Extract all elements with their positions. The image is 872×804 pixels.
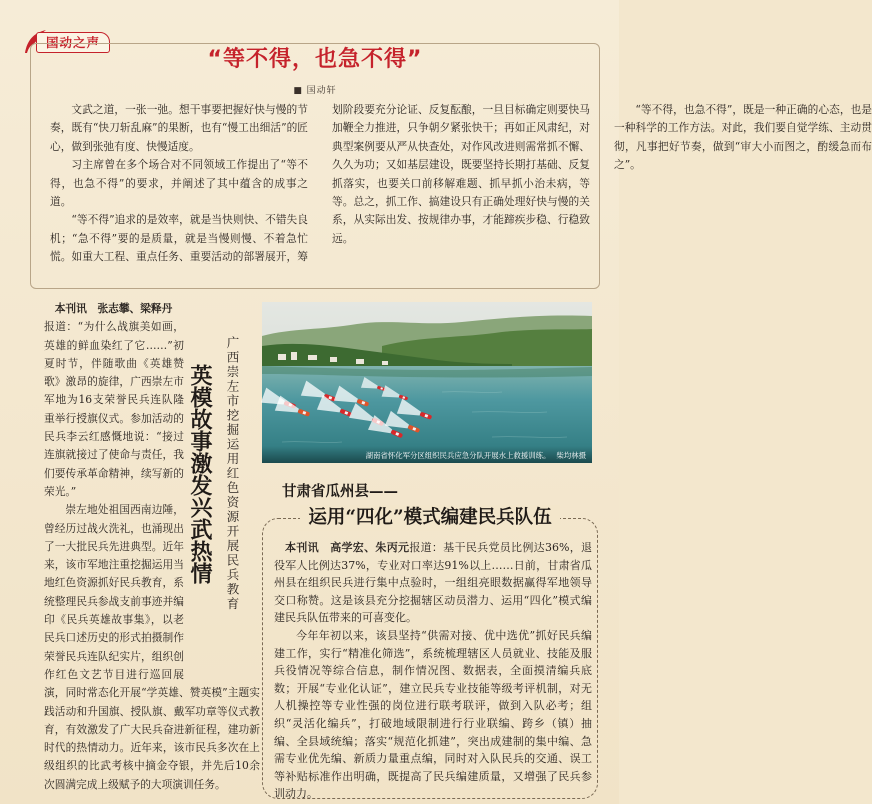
story-byline: 本刊讯 张志攀、梁释丹 (54, 302, 173, 315)
column-label: 国动之声 (36, 32, 110, 53)
guangxi-subheadline: 广西崇左市挖掘运用红色资源开展民兵教育 (225, 336, 240, 612)
photo-credit: 柴均林摄 (556, 451, 586, 460)
story-paragraph: 今年年初以来，该县坚持“供需对接、优中选优”抓好民兵编建工作，实行“精准化筛选”，系统梳理辖区人员就业、技能及服兵役情况等综合信息，制作情况图、数据表，全面摸清编兵底数；开展“专业化认证”，建立民兵专业技能等级考评机制，对无人机操控等专业性强的岗位进行联考联评，做到入队必考；组织“灵活化编兵”，打破地域限制进行行业联编、跨乡（镇）抽编、全县域统编；落实“规范化抓建”，突出成建制的集中编、急需专业优先编、新质力量重点编，同时对入队民兵的交通、误工等补贴标准作出明确，既提高了民兵编建质量，又增强了民兵参训动力。 (274, 628, 592, 801)
editorial-title: “等不得，也急不得” (207, 47, 423, 72)
photo-caption (262, 446, 592, 463)
gansu-kicker: 甘肃省瓜州县—— (282, 484, 398, 500)
story-byline: 本刊讯 高学宏、朱丙元 (285, 541, 410, 554)
news-photo (262, 302, 592, 463)
gansu-title: 运用“四化”模式编建民兵队伍 (300, 505, 559, 531)
gansu-story-body (274, 539, 593, 801)
guangxi-headline: 英模故事激发兴武热情 (187, 364, 212, 584)
story-paragraph (274, 539, 592, 627)
story-lead-text: 报道：基干民兵党员比例达36%，退役军人比例达37%，专业对口率达91%以上……日前，甘肃省瓜州县在组织民兵进行集中点验时，一组组亮眼数据赢得军地领导交口称赞。这是该县充分挖掘辖区动员潜力、运用“四化”模式编建民兵队伍带来的可喜变化。 (274, 541, 593, 625)
photo-caption-text: 湖南省怀化军分区组织民兵应急分队开展水上救援训练。 (365, 451, 551, 460)
story-paragraph: 崇左地处祖国西南边陲，曾经历过战火洗礼，也涌现出了一大批民兵先进典型。近年来，该市军地注重挖掘运用当地红色资源抓好民兵教育，系统整理民兵参战支前事迹并编印《民兵英雄故事集》，以老民兵口述历史的形式拍摄制作荣誉民兵连队纪实片，组织创作红色文艺节目进行巡回展演，同时常态化开展“学英雄、赞英模”主题实践活动和升国旗、授队旗、戴军功章等仪式教育，有效激发了广大民兵奋进新征程，建功新时代的热情动力。近年来，该市民兵多次在上级组织的比武考核中摘金夺银，并先后10余次圆满完成上级赋予的大项演训任务。 (44, 503, 260, 791)
gansu-title-wrap (262, 505, 598, 531)
editorial-paragraph: 习主席曾在多个场合对不同领域工作提出了“等不得，也急不得”的要求，并阐述了其中蕴含的成事之道。 (50, 158, 308, 209)
editorial-paragraph: “等不得”追求的是效率，就是当快则快、不错失良机；“急不得”要的是质量，就是当慢则慢、不着急忙慌。如重大工程、重点任务、重要活动的部署展开，筹划阶段要充分论证、反复酝酿，一旦目标确定则要快马加鞭全力推进，只争朝夕紧张快干；再如正风肃纪，对典型案例要从严从快查处，对作风改进则需常抓不懈、久久为功；又如基层建设，既要坚持长期打基础、反复抓落实，也要关口前移解难题、抓早抓小治未病，等等。总之，抓工作、搞建设只有正确处理好快与慢的关系，从实际出发、按规律办事，才能蹄疾步稳、行稳致远。 (50, 103, 590, 264)
editorial-byline: ■ 国动轩 (293, 86, 337, 96)
editorial-paragraph: 文武之道，一张一弛。想干事要把握好快与慢的节奏，既有“快刀斩乱麻”的果断，也有“慢工出细活”的匠心，做到张弛有度、快慢适度。 (50, 103, 308, 153)
editorial-body (50, 101, 872, 285)
story-lead-text: 报道：“为什么战旗美如画，英雄的鲜血染红了它……”初夏时节，伴随歌曲《英雄赞歌》激昂的旋律，广西崇左市军地为16支荣誉民兵连队隆重举行授旗仪式。参加活动的民兵李云红感慨地说：“接过连旗就接过了使命与责任，我们要传承革命精神，续写新的荣光。” (44, 320, 184, 498)
editorial-paragraph: “等不得，也急不得”，既是一种正确的心态，也是一种科学的工作方法。对此，我们要自觉学练、主动贯彻，凡事把好节奏，做到“审大小而图之，酌缓急而布之”。 (614, 103, 872, 172)
river-training-photo (262, 302, 592, 463)
